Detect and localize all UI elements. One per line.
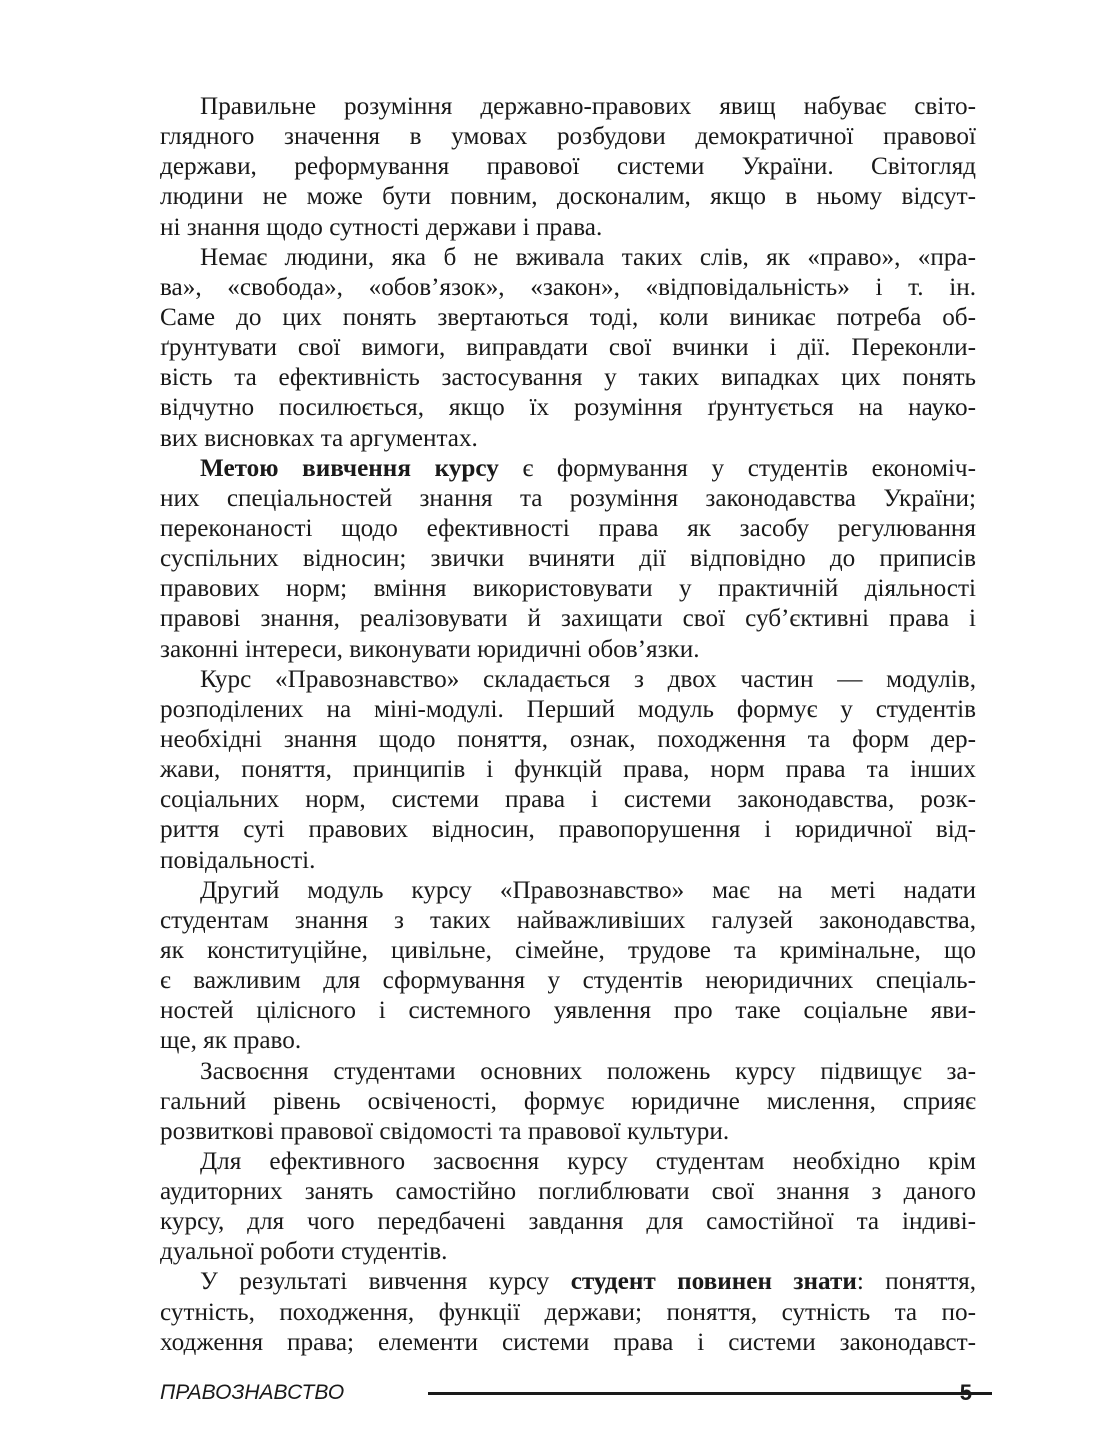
line-text: Курс «Правознавство» складається з двох частин — модулів, — [200, 665, 976, 693]
footer-title: ПРАВОЗНАВСТВО — [160, 1381, 345, 1404]
text-line — [160, 906, 976, 936]
line-text: гальний рівень освіченості, формує юридичне мислення, сприяє — [160, 1087, 976, 1115]
line-text: ва», «свобода», «обов’язок», «закон», «відповідальність» і т. ін. — [160, 273, 976, 301]
text-line — [160, 92, 976, 122]
footer-rule — [428, 1392, 992, 1395]
bold-phrase: Метою вивчення курсу — [200, 454, 499, 482]
text-line — [160, 966, 976, 996]
text-line — [160, 484, 976, 514]
line-text: риття суті правових відносин, правопорушення і юридичної від- — [160, 816, 976, 844]
text-line — [160, 303, 976, 333]
text-line — [160, 725, 976, 755]
line-text: правові знання, реалізовувати й захищати свої суб’єктивні права і — [160, 605, 976, 633]
line-text: У результаті вивчення курсу — [200, 1268, 571, 1296]
line-text: студентам знання з таких найважливіших галузей законодавства, — [160, 906, 976, 934]
line-text: Засвоєння студентами основних положень курсу підвищує за- — [200, 1057, 976, 1085]
line-text: Правильне розуміння державно-правових явищ набуває світо- — [200, 93, 976, 120]
text-line — [160, 1237, 976, 1267]
line-text: повідальності. — [160, 846, 316, 874]
text-line — [160, 1057, 976, 1087]
text-line — [160, 1026, 976, 1056]
text-line — [160, 273, 976, 303]
text-line — [160, 1117, 976, 1147]
line-text: ходження права; елементи системи права і системи законодавст- — [160, 1328, 976, 1356]
line-text: як конституційне, цивільне, сімейне, трудове та кримінальне, що — [160, 936, 976, 964]
text-line — [160, 1328, 976, 1358]
text-line — [160, 876, 976, 906]
bold-phrase: студент повинен знати — [570, 1268, 857, 1296]
line-text: Саме до цих понять звертаються тоді, коли виникає потреба об- — [160, 303, 976, 331]
text-line — [160, 544, 976, 574]
line-text: сутність, походження, функції держави; поняття, сутність та по- — [160, 1298, 976, 1326]
text-line — [160, 815, 976, 845]
line-text: ґрунтувати свої вимоги, виправдати свої вчинки і дії. Переконли- — [160, 334, 976, 362]
text-line — [160, 1177, 976, 1207]
line-text: є важливим для сформування у студентів неюридичних спеціаль- — [160, 967, 976, 995]
line-text: Для ефективного засвоєння курсу студентам необхідно крім — [200, 1147, 976, 1175]
line-text: переконаності щодо ефективності права як засобу регулювання — [160, 514, 976, 542]
line-text: ще, як право. — [160, 1027, 302, 1055]
line-text: курсу, для чого передбачені завдання для самостійної та індиві- — [160, 1208, 976, 1236]
text-line — [160, 755, 976, 785]
text-line — [160, 1207, 976, 1237]
line-text: вих висновках та аргументах. — [160, 424, 478, 452]
line-text: вість та ефективність застосування у таких випадках цих понять — [160, 364, 976, 392]
line-text: аудиторних занять самостійно поглиблювати свої знання з даного — [160, 1178, 976, 1206]
text-line — [160, 1147, 976, 1177]
line-text: держави, реформування правової системи України. Світогляд — [160, 153, 976, 181]
text-line — [160, 122, 976, 152]
line-text: Немає людини, яка б не вживала таких слів, як «право», «пра- — [200, 243, 976, 271]
line-text: необхідні знання щодо поняття, ознак, походження та форм дер- — [160, 725, 976, 753]
text-line — [160, 152, 976, 182]
text-line — [160, 846, 976, 876]
line-text: є формування у студентів економіч- — [498, 454, 976, 482]
text-line — [160, 182, 976, 212]
text-line — [160, 1267, 976, 1297]
line-text: : поняття, — [856, 1268, 976, 1296]
line-text: відчутно посилюється, якщо їх розуміння ґрунтується на науко- — [160, 394, 976, 422]
line-text: Другий модуль курсу «Правознавство» має на меті надати — [200, 876, 976, 904]
line-text: них спеціальностей знання та розуміння законодавства України; — [160, 484, 976, 512]
line-text: соціальних норм, системи права і системи законодавства, розк- — [160, 786, 976, 814]
text-line — [160, 333, 976, 363]
page-footer — [160, 1378, 976, 1408]
page-number: 5 — [959, 1380, 972, 1405]
text-line — [160, 695, 976, 725]
line-text: жави, поняття, принципів і функцій права, норм права та інших — [160, 756, 976, 784]
text-line — [160, 514, 976, 544]
text-line — [160, 785, 976, 815]
line-text: розподілених на міні-модулі. Перший модуль формує у студентів — [160, 695, 976, 723]
text-line — [160, 1087, 976, 1117]
line-text: людини не може бути повним, досконалим, якщо в ньому відсут- — [160, 183, 976, 211]
line-text: правових норм; вміння використовувати у практичній діяльності — [160, 575, 976, 603]
text-line — [160, 454, 976, 484]
text-line — [160, 936, 976, 966]
line-text: ностей цілісного і системного уявлення про таке соціальне яви- — [160, 997, 976, 1025]
line-text: суспільних відносин; звички вчиняти дії відповідно до приписів — [160, 545, 976, 573]
text-line — [160, 665, 976, 695]
text-line — [160, 243, 976, 273]
text-line — [160, 363, 976, 393]
line-text: ні знання щодо сутності держави і права. — [160, 213, 603, 241]
text-line — [160, 635, 976, 665]
line-text: дуальної роботи студентів. — [160, 1238, 448, 1266]
line-text: розвиткові правової свідомості та правової культури. — [160, 1117, 730, 1145]
line-text: законні інтереси, виконувати юридичні обов’язки. — [160, 635, 700, 663]
text-line — [160, 574, 976, 604]
text-line — [160, 213, 976, 243]
text-line — [160, 1298, 976, 1328]
text-line — [160, 424, 976, 454]
text-line — [160, 996, 976, 1026]
line-text: глядного значення в умовах розбудови демократичної правової — [160, 123, 976, 151]
text-line — [160, 393, 976, 423]
text-line — [160, 604, 976, 634]
page-body — [160, 92, 976, 1358]
